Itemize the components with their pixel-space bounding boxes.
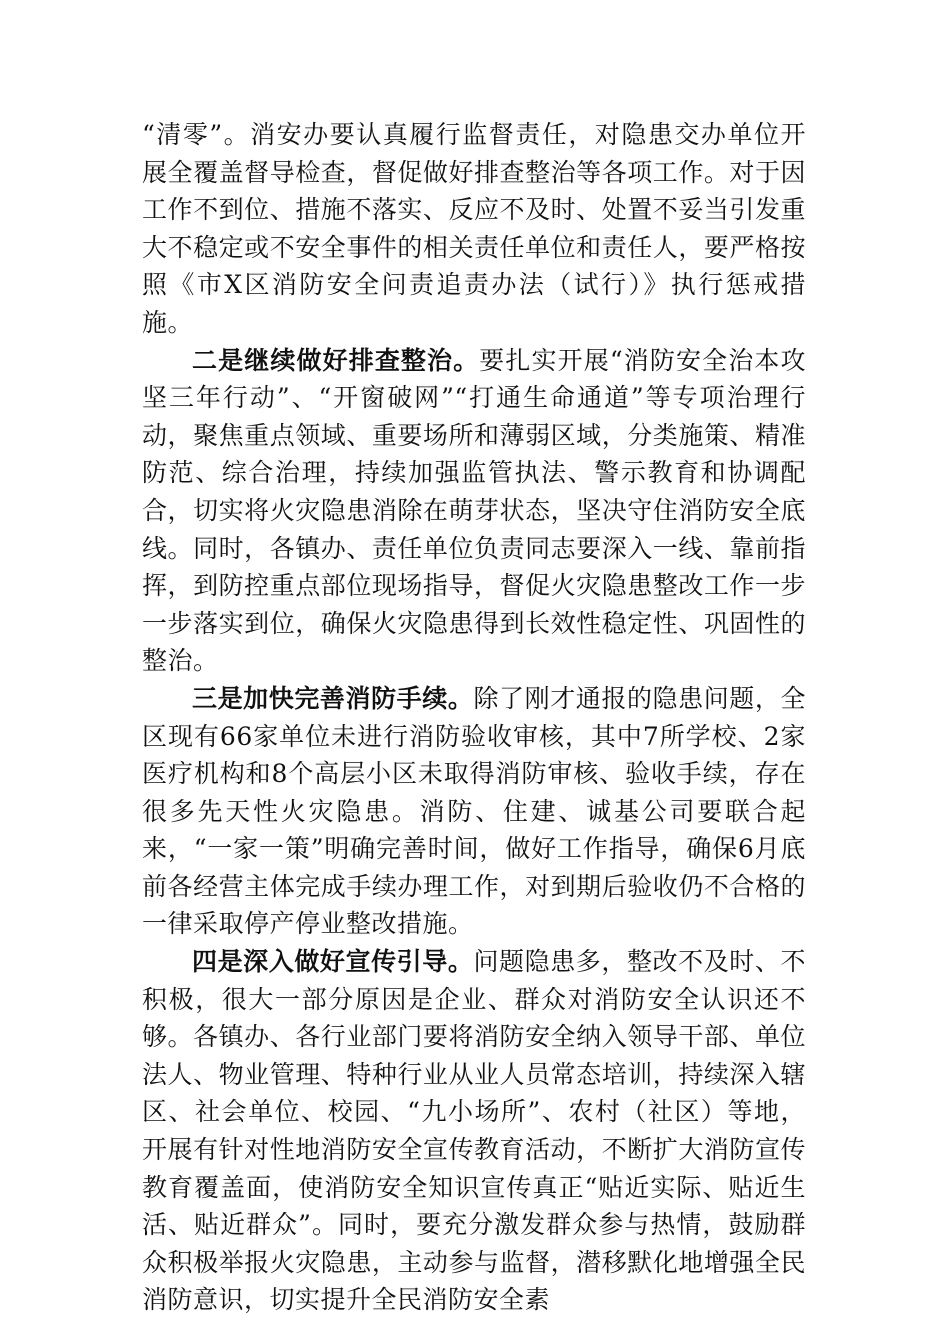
paragraph-procedures [142,680,806,943]
paragraph-continuation [142,116,806,342]
paragraph-publicity [142,943,806,1319]
paragraph-heading: 四是深入做好宣传引导。 [192,947,474,977]
paragraph-text: 问题隐患多，整改不及时、不积极，很大一部分原因是企业、群众对消防安全认识还不够。各镇办、各行业部门要将消防安全纳入领导干部、单位法人、物业管理、特种行业从业人员常态培训，持续深入辖区、社会单位、校园、“九小场所”、农村（社区）等地，开展有针对性地消防安全宣传教育活动，不断扩大消防宣传教育覆盖面，使消防安全知识宣传真正“贴近实际、贴近生活、贴近群众”。同时，要充分激发群众参与热情，鼓励群众积极举报火灾隐患，主动参与监督，潜移默化地增强全民消防意识，切实提升全民消防安全素 [142,947,806,1315]
paragraph-text: 除了刚才通报的隐患问题，全区现有66家单位未进行消防验收审核，其中7所学校、2家医疗机构和8个高层小区未取得消防审核、验收手续，存在很多先天性火灾隐患。消防、住建、诚基公司要联合起来，“一家一策”明确完善时间，做好工作指导，确保6月底前各经营主体完成手续办理工作，对到期后验收仍不合格的一律采取停产停业整改措施。 [142,683,806,939]
paragraph-heading: 二是继续做好排查整治。 [192,345,480,375]
document-body [142,116,806,1319]
paragraph-text: 要扎实开展“消防安全治本攻坚三年行动”、“开窗破网”“打通生命通道”等专项治理行动，聚焦重点领域、重要场所和薄弱区域，分类施策、精准防范、综合治理，持续加强监管执法、警示教育和协调配合，切实将火灾隐患消除在萌芽状态，坚决守住消防安全底线。同时，各镇办、责任单位负责同志要深入一线、靠前指挥，到防控重点部位现场指导，督促火灾隐患整改工作一步一步落实到位，确保火灾隐患得到长效性稳定性、巩固性的整治。 [142,345,806,676]
paragraph-text: “清零”。消安办要认真履行监督责任，对隐患交办单位开展全覆盖督导检查，督促做好排查整治等各项工作。对于因工作不到位、措施不落实、反应不及时、处置不妥当引发重大不稳定或不安全事件的相关责任单位和责任人，要严格按照《市X区消防安全问责追责办法（试行）》执行惩戒措施。 [142,120,806,337]
paragraph-heading: 三是加快完善消防手续。 [192,683,474,713]
paragraph-investigation [142,342,806,680]
